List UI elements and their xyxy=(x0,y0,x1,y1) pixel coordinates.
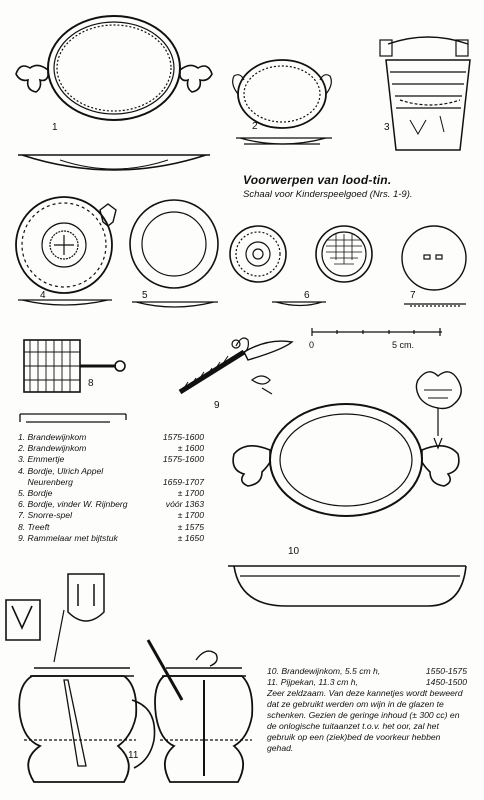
figure-number-8: 8 xyxy=(88,378,94,389)
legend-label: 5. Bordje xyxy=(18,488,53,499)
legend-row xyxy=(18,454,204,465)
legend-label: 4. Bordje, Ulrich Appel xyxy=(18,465,104,476)
figure-number-1: 1 xyxy=(52,122,58,133)
drawing-8-trivet xyxy=(20,340,126,422)
figure-number-2: 2 xyxy=(252,121,258,132)
note-paragraph: Zeer zeldzaam. Van deze kannetjes wordt beweerd dat ze gebruikt werden om wijn in de glazen te schenken. Gezien de geringe inhoud (± 300 cc) en de onlogische tuitaanzet t.o.v. het oor, zal het gebruik op een (ziek)bed de voorkeur hebben gehad. xyxy=(267,688,463,753)
drawing-1-brandy-bowl xyxy=(16,16,212,170)
drawing-3-bucket xyxy=(380,37,470,150)
figure-number-9: 9 xyxy=(214,400,220,411)
legend-row xyxy=(18,432,204,443)
legend-row xyxy=(18,522,204,533)
legend-label: 6. Bordje, vinder W. Rijnberg xyxy=(18,499,128,510)
page-subtitle: Schaal voor Kinderspeelgoed (Nrs. 1-9). xyxy=(243,189,413,200)
note-date: 1550-1575 xyxy=(425,666,467,676)
legend-label: 8. Treeft xyxy=(18,521,50,532)
legend-list xyxy=(18,432,204,544)
legend-date: ± 1700 xyxy=(177,510,204,521)
scale-label-start: 0 xyxy=(309,340,315,350)
figure-number-11: 11 xyxy=(128,750,139,761)
note-item-11 xyxy=(267,677,467,688)
legend-row xyxy=(18,443,204,454)
legend-date: vóór 1363 xyxy=(165,499,204,510)
drawing-9-rattle xyxy=(180,338,292,394)
legend-label: 3. Emmertje xyxy=(18,454,65,465)
legend-row xyxy=(18,533,204,544)
legend-row xyxy=(18,488,204,499)
scale-bar xyxy=(312,328,442,336)
note-label: 10. Brandewijnkom, 5.5 cm h, xyxy=(267,666,381,676)
legend-date: 1575-1600 xyxy=(162,454,204,465)
notes-block xyxy=(267,666,467,754)
legend-date: ± 1650 xyxy=(177,532,204,543)
legend-label: 7. Snorre-spel xyxy=(18,510,72,521)
figure-number-4: 4 xyxy=(40,290,46,301)
legend-row xyxy=(18,510,204,521)
figure-number-6: 6 xyxy=(304,290,310,301)
legend-row xyxy=(18,477,204,488)
legend-date: ± 1575 xyxy=(177,521,204,532)
figure-number-7: 7 xyxy=(410,290,416,301)
drawing-10-brandy-bowl xyxy=(228,372,466,606)
legend-row xyxy=(18,499,204,510)
legend-row xyxy=(18,466,204,477)
figure-number-10: 10 xyxy=(288,546,300,557)
legend-date: 1659-1707 xyxy=(162,476,204,487)
legend-label: Neurenberg xyxy=(18,476,73,487)
legend-label: 2. Brandewijnkom xyxy=(18,443,87,454)
figure-number-5: 5 xyxy=(142,290,148,301)
legend-date: ± 1700 xyxy=(177,488,204,499)
note-date: 1450-1500 xyxy=(425,677,467,687)
legend-date: ± 1600 xyxy=(177,443,204,454)
legend-label: 9. Rammelaar met bijtstuk xyxy=(18,532,118,543)
note-item-10 xyxy=(267,666,467,677)
figure-number-3: 3 xyxy=(384,122,390,133)
note-label: 11. Pijpekan, 11.3 cm h, xyxy=(267,677,358,687)
page-title: Voorwerpen van lood-tin. xyxy=(243,173,392,187)
drawing-4-plate xyxy=(16,197,116,305)
drawing-6-plates xyxy=(230,226,372,306)
scale-label-end: 5 cm. xyxy=(392,340,415,350)
drawing-2-brandy-bowl xyxy=(233,60,332,144)
legend-date: 1575-1600 xyxy=(162,432,204,442)
legend-label: 1. Brandewijnkom xyxy=(18,432,87,442)
